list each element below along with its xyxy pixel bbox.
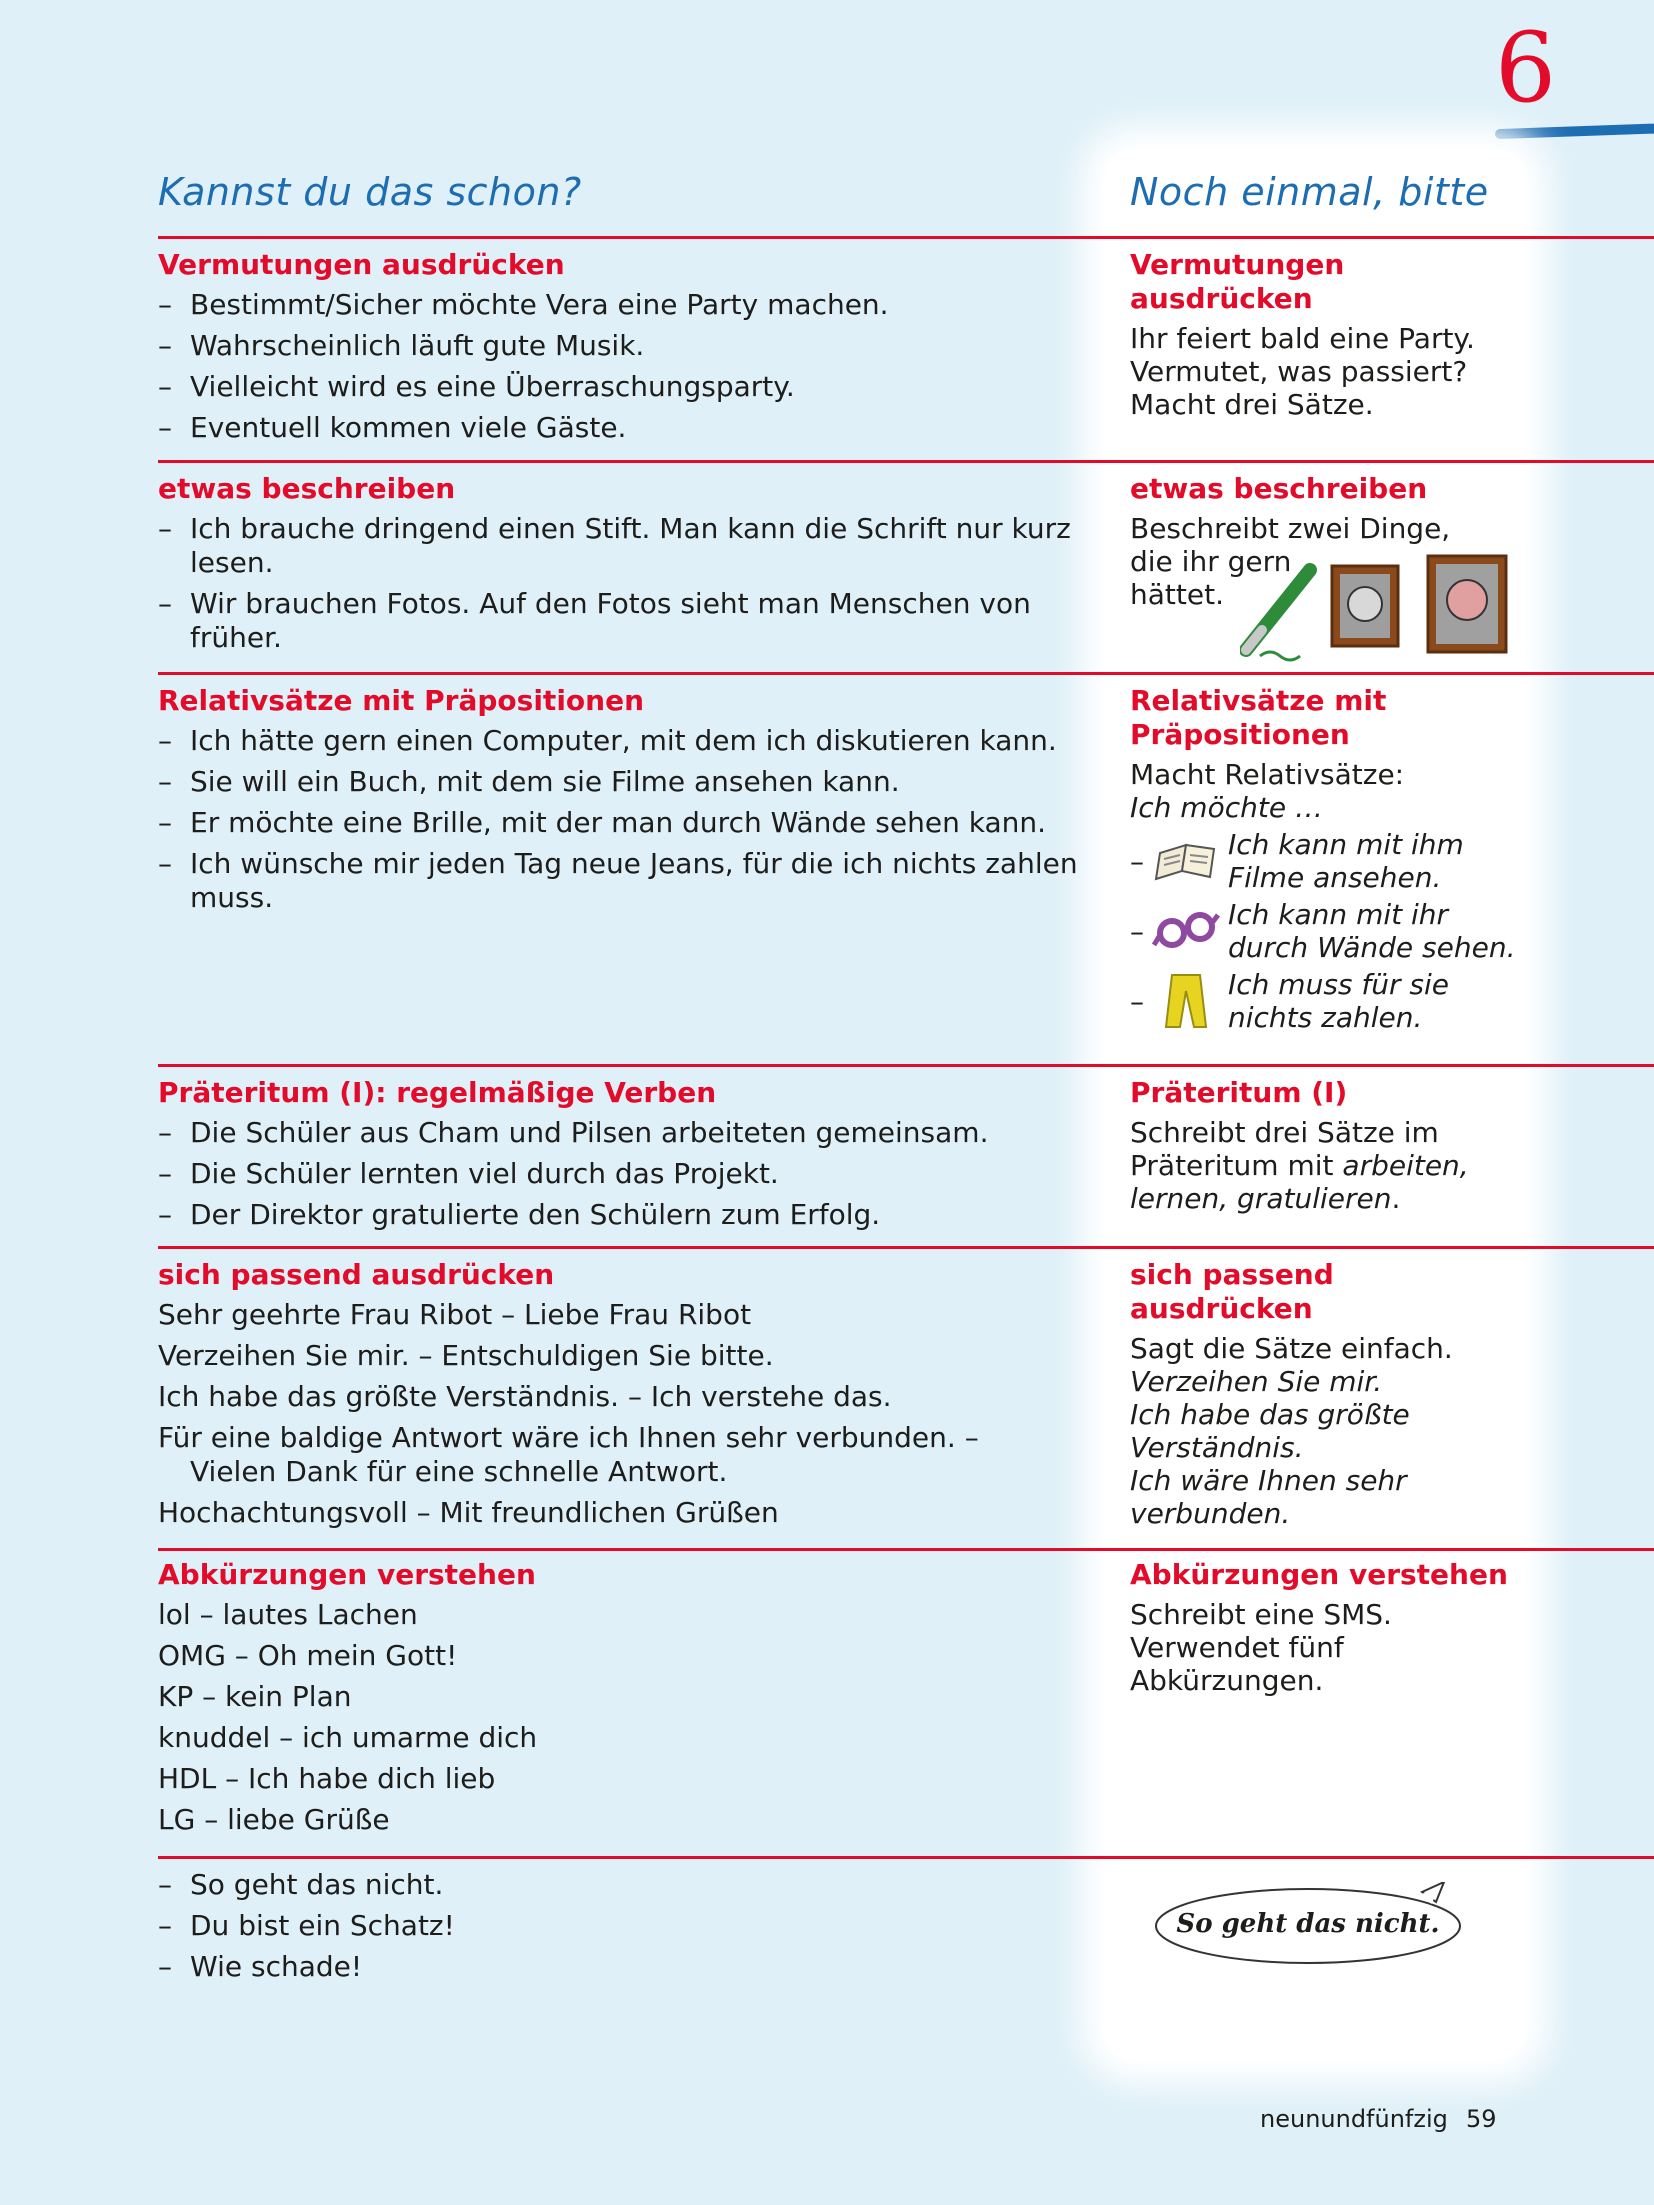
- section-divider: [158, 460, 1654, 463]
- task-line: verbunden.: [1130, 1497, 1291, 1530]
- list-item-text: Verzeihen Sie mir. – Entschuldigen Sie bitte.: [158, 1339, 774, 1372]
- section-vermutungen-left: [158, 248, 1078, 452]
- section-title: sich passend ausdrücken: [158, 1258, 555, 1291]
- task-line: Ich möchte …: [1130, 791, 1323, 824]
- task-line: Verständnis.: [1130, 1431, 1304, 1464]
- pen-icon: [1246, 570, 1310, 660]
- list-item: [158, 1339, 1078, 1373]
- task-text-italic: arbeiten,: [1342, 1149, 1469, 1182]
- task-line: Verzeihen Sie mir.: [1130, 1365, 1383, 1398]
- section-divider: [158, 1064, 1654, 1067]
- list-item: KP – kein Plan: [158, 1680, 352, 1713]
- list-item: – Die Schüler aus Cham und Pilsen arbeiteten gemeinsam.: [158, 1116, 1078, 1150]
- list-item: – Vielleicht wird es eine Überraschungsparty.: [158, 370, 1078, 404]
- task-line: Ich wäre Ihnen sehr: [1130, 1464, 1407, 1497]
- list-item: – Der Direktor gratulierte den Schülern zum Erfolg.: [158, 1198, 1078, 1232]
- glasses-icon: [1152, 901, 1220, 961]
- task-text-italic: lernen, gratulieren: [1130, 1182, 1392, 1215]
- picture-prompt: – Ich kann mit ihr durch Wände sehen.: [1130, 898, 1520, 964]
- section-title: Abkürzungen verstehen: [1130, 1558, 1508, 1591]
- speech-bubble: [1152, 1882, 1464, 1966]
- list-item: – Eventuell kommen viele Gäste.: [158, 411, 1078, 445]
- section-praeteritum-right: [1130, 1076, 1520, 1215]
- list-item: knuddel – ich umarme dich: [158, 1721, 538, 1754]
- task-line: die ihr gern: [1130, 545, 1292, 578]
- list-item: – Ich wünsche mir jeden Tag neue Jeans, für die ich nichts zahlen muss.: [158, 847, 1078, 915]
- left-column-heading: Kannst du das schon?: [158, 170, 582, 214]
- section-title: sich passend ausdrücken: [1130, 1258, 1334, 1325]
- chapter-number: 6: [1495, 12, 1557, 124]
- section-passend-right: [1130, 1258, 1520, 1530]
- list-item: [158, 1380, 1078, 1414]
- task-line: Ich habe das größte: [1130, 1398, 1410, 1431]
- list-item-text: Hochachtungsvoll – Mit freundlichen Grüßen: [158, 1496, 779, 1529]
- speech-bubble-text: So geht das nicht.: [1176, 1909, 1440, 1939]
- picture-prompt: – Ich kann mit ihm Filme ansehen.: [1130, 828, 1520, 894]
- section-beschreiben-left: [158, 472, 1078, 662]
- jeans-icon: [1152, 971, 1220, 1031]
- section-abkuerzungen-left: [158, 1558, 1078, 1844]
- list-item: [158, 1421, 1078, 1489]
- section-divider: [158, 236, 1654, 239]
- chapter-underline: [1495, 123, 1654, 139]
- list-item: – Wie schade!: [158, 1950, 1078, 1984]
- picture-prompt: – Ich muss für sie nichts zahlen.: [1130, 968, 1520, 1034]
- list-item: – Bestimmt/Sicher möchte Vera eine Party machen.: [158, 288, 1078, 322]
- section-divider: [158, 1856, 1654, 1859]
- task-text: .: [1391, 1182, 1401, 1215]
- section-title: Präteritum (I): [1130, 1076, 1348, 1109]
- section-title: Abkürzungen verstehen: [158, 1558, 536, 1591]
- list-item-text: Sehr geehrte Frau Ribot – Liebe Frau Ribot: [158, 1298, 752, 1331]
- section-title: Relativsätze mit Präpositionen: [158, 684, 645, 717]
- section-ausdruecke-left: [158, 1868, 1078, 1991]
- list-item: [158, 1298, 1078, 1332]
- pen-and-photos-illustration: [1240, 552, 1520, 662]
- task-line: Sagt die Sätze einfach.: [1130, 1332, 1453, 1365]
- task-line: Vermutet, was passiert?: [1130, 355, 1468, 388]
- page-number: 59: [1466, 2105, 1497, 2133]
- task-line: Beschreibt zwei Dinge,: [1130, 512, 1451, 545]
- section-relativsaetze-right: [1130, 684, 1520, 1034]
- list-item: – Wahrscheinlich läuft gute Musik.: [158, 329, 1078, 363]
- section-divider: [158, 672, 1654, 675]
- task-line: hättet.: [1130, 578, 1224, 611]
- list-item-text: Für eine baldige Antwort wäre ich Ihnen sehr verbunden. –: [158, 1421, 979, 1454]
- section-relativsaetze-left: [158, 684, 1078, 922]
- task-line: Verwendet fünf: [1130, 1631, 1344, 1664]
- section-title: Präteritum (I): regelmäßige Verben: [158, 1076, 717, 1109]
- list-item: LG – liebe Grüße: [158, 1803, 390, 1836]
- section-abkuerzungen-right: [1130, 1558, 1520, 1697]
- section-vermutungen-right: [1130, 248, 1520, 421]
- section-passend-left: [158, 1258, 1078, 1537]
- list-item: lol – lautes Lachen: [158, 1598, 418, 1631]
- list-item-text: Ich habe das größte Verständnis. – Ich verstehe das.: [158, 1380, 892, 1413]
- section-divider: [158, 1246, 1654, 1249]
- photo-frame-icon: [1428, 556, 1506, 652]
- right-column-heading: Noch einmal, bitte: [1130, 170, 1489, 214]
- task-line: [1130, 1149, 1520, 1182]
- section-title: etwas beschreiben: [1130, 472, 1428, 505]
- list-item: – Er möchte eine Brille, mit der man durch Wände sehen kann.: [158, 806, 1078, 840]
- list-item-continuation: Vielen Dank für eine schnelle Antwort.: [190, 1455, 728, 1488]
- section-title: Vermutungen ausdrücken: [1130, 248, 1345, 315]
- list-item: – Sie will ein Buch, mit dem sie Filme ansehen kann.: [158, 765, 1078, 799]
- picture-prompt-text: Ich muss für sie nichts zahlen.: [1228, 968, 1450, 1034]
- list-item: OMG – Oh mein Gott!: [158, 1639, 458, 1672]
- task-line: Abkürzungen.: [1130, 1664, 1324, 1697]
- task-line: Schreibt eine SMS.: [1130, 1598, 1392, 1631]
- task-line: Ihr feiert bald eine Party.: [1130, 322, 1475, 355]
- section-title: Relativsätze mit Präpositionen: [1130, 684, 1387, 751]
- task-line: [1130, 1182, 1520, 1215]
- list-item: – Du bist ein Schatz!: [158, 1909, 1078, 1943]
- book-icon: [1152, 831, 1220, 891]
- list-item: – Ich brauche dringend einen Stift. Man kann die Schrift nur kurz lesen.: [158, 512, 1078, 580]
- list-item: – Ich hätte gern einen Computer, mit dem ich diskutieren kann.: [158, 724, 1078, 758]
- list-item: [158, 1496, 1078, 1530]
- list-item: – Wir brauchen Fotos. Auf den Fotos sieht man Menschen von früher.: [158, 587, 1078, 655]
- list-item: HDL – Ich habe dich lieb: [158, 1762, 496, 1795]
- section-divider: [158, 1548, 1654, 1551]
- list-item: – So geht das nicht.: [158, 1868, 1078, 1902]
- list-item: – Die Schüler lernten viel durch das Projekt.: [158, 1157, 1078, 1191]
- section-title: Vermutungen ausdrücken: [158, 248, 565, 281]
- task-line: Macht Relativsätze:: [1130, 758, 1405, 791]
- task-line: Schreibt drei Sätze im: [1130, 1116, 1439, 1149]
- section-title: etwas beschreiben: [158, 472, 456, 505]
- task-text: Präteritum mit: [1130, 1149, 1343, 1182]
- task-line: Macht drei Sätze.: [1130, 388, 1374, 421]
- section-praeteritum-left: [158, 1076, 1078, 1239]
- photo-frame-icon: [1332, 566, 1398, 646]
- page-number-word: neunundfünfzig: [1260, 2105, 1448, 2133]
- picture-prompt-text: Ich kann mit ihm Filme ansehen.: [1228, 828, 1464, 894]
- picture-prompt-text: Ich kann mit ihr durch Wände sehen.: [1228, 898, 1516, 964]
